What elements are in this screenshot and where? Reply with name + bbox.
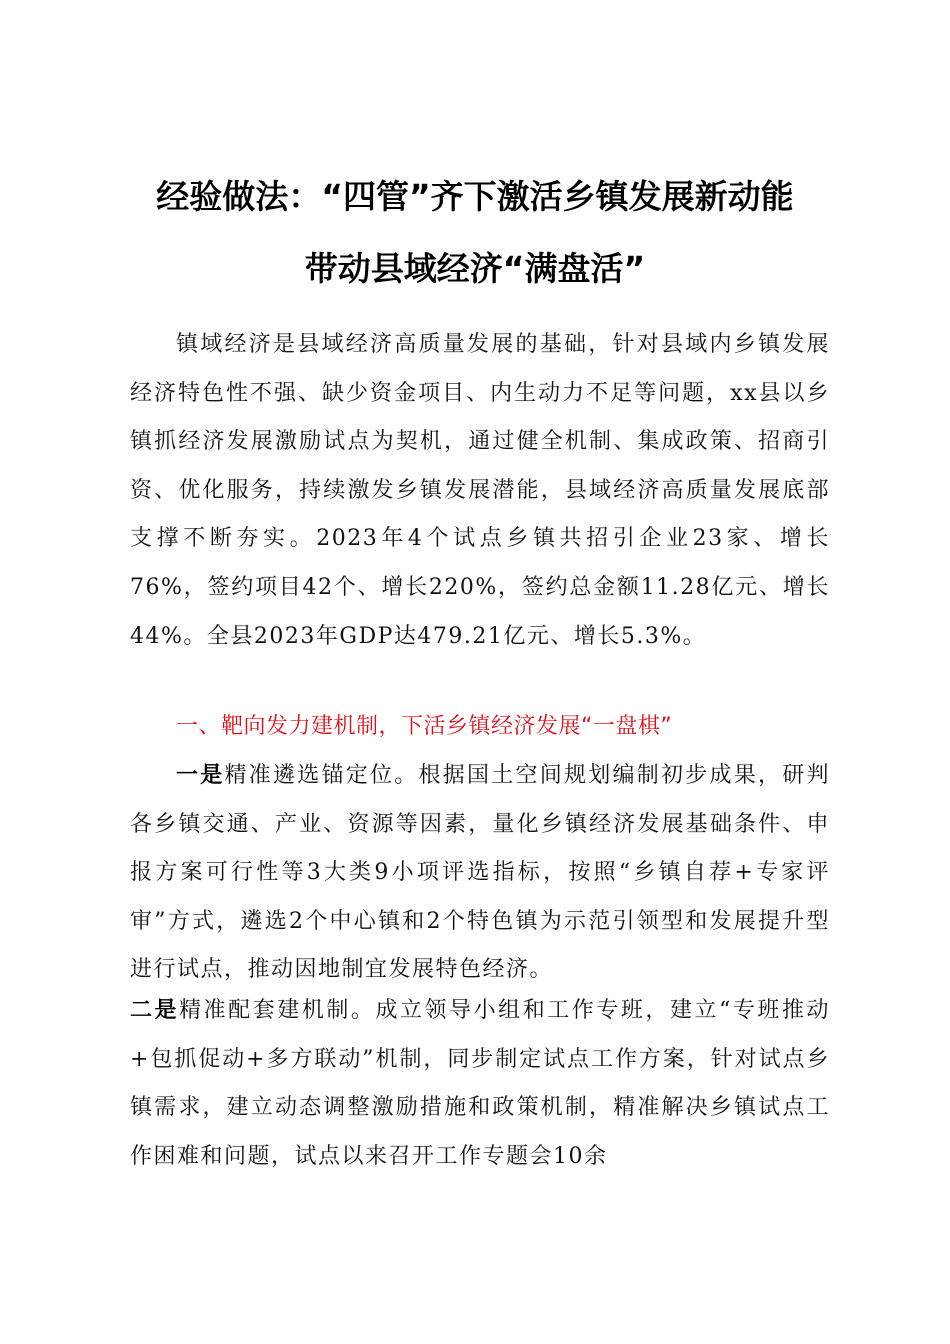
document-title-line-1: 经验做法：“四管”齐下激活乡镇发展新动能: [156, 177, 794, 216]
point-1-paragraph: [130, 752, 830, 995]
point-1-lead: 一是: [176, 763, 225, 788]
point-1-text: 精准遴选锚定位。根据国土空间规划编制初步成果，研判各乡镇交通、产业、资源等因素，量化乡镇经济发展基础条件、申报方案可行性等3大类9小项评选指标，按照“乡镇自荐+专家评审”方式，遴选2个中心镇和2个特色镇为示范引领型和发展提升型进行试点，推动因地制宜发展特色经济。: [130, 763, 830, 983]
section-1-heading: 一、靶向发力建机制，下活乡镇经济发展“一盘棋”: [176, 714, 673, 739]
point-2-lead: 二是: [130, 998, 180, 1023]
document-title-line-2: 带动县域经济“满盘活”: [304, 249, 646, 288]
intro-paragraph: 镇域经济是县域经济高质量发展的基础，针对县域内乡镇发展经济特色性不强、缺少资金项目、内生动力不足等问题，xx县以乡镇抓经济发展激励试点为契机，通过健全机制、集成政策、招商引资、优化服务，持续激发乡镇发展潜能，县域经济高质量发展底部支撑不断夯实。2023年4个试点乡镇共招引企业23家、增长76%，签约项目42个、增长220%，签约总金额11.28亿元、增长44%。全县2023年GDP达479.21亿元、增长5.3%。: [130, 332, 830, 649]
point-2-paragraph: [130, 987, 830, 1181]
point-2-text: 精准配套建机制。成立领导小组和工作专班，建立“专班推动+包抓促动+多方联动”机制，同步制定试点工作方案，针对试点乡镇需求，建立动态调整激励措施和政策机制，精准解决乡镇试点工作困难和问题，试点以来召开工作专题会10余: [130, 998, 830, 1169]
